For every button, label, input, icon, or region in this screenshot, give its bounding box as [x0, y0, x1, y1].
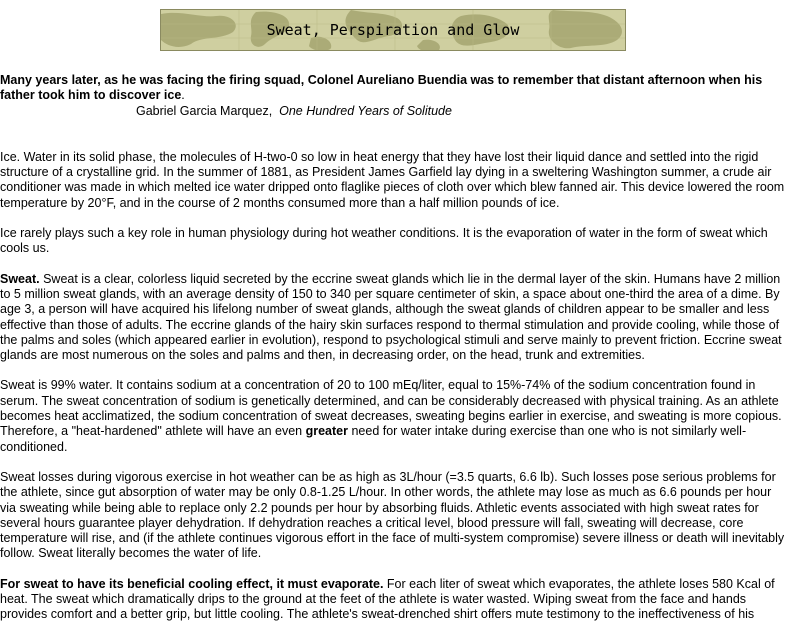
paragraph-sodium-emphasis: greater — [305, 424, 348, 439]
epigraph-book-title: One Hundred Years of Solitude — [279, 103, 452, 118]
title-banner — [160, 9, 626, 51]
paragraph-sweat-losses: Sweat losses during vigorous exercise in hot weather can be as high as 3L/hour (=3.5 quarts, 6.6 lb). Such losses pose serious problems for the athlete, since gut absorption of water may be only 0.8-1.25 L/hour. In other words, the athlete may lose as much as 6.6 pounds per hour via sweating while being able to replace only 2.2 pounds per hour by absorbing fluids. Athletic events associated with high sweat rates for several hours guarantee player dehydration. If dehydration reaches a critical level, blood pressure will fall, sweating will decrease, core temperature will rise, and (if the athlete continues vigorous effort in the face of multi-system compromise) severe illness or death will inevitably follow. Sweat literally becomes the water of life. — [0, 469, 785, 561]
paragraph-sodium-text-b: need for water intake during exercise than one who is not similarly well-conditioned. — [0, 424, 747, 454]
paragraph-cooling-lead: For sweat to have its beneficial cooling effect, it must evaporate. — [0, 576, 384, 591]
paragraph-evaporation: Ice rarely plays such a key role in human physiology during hot weather conditions. It is the evaporation of water in the form of sweat which cools us. — [0, 226, 768, 256]
paragraph-cooling-text: For each liter of sweat which evaporates, the athlete loses 580 Kcal of heat. The sweat which dramatically drips to the ground at the feet of the athlete is water wasted. Wiping sweat from the face and hands provides comfort and a better grip, but little cooling. The athlete's sweat-drenched shirt offers mute testimony to the ineffectiveness of his — [0, 576, 775, 622]
epigraph-period: . — [181, 88, 185, 103]
paragraph-sodium — [0, 378, 786, 454]
paragraph-ice: Ice. Water in its solid phase, the molecules of H-two-0 so low in heat energy that they have lost their liquid dance and settled into the rigid structure of a crystalline grid. In the summer of 1881, as President James Garfield lay dying in a sweltering Washington summer, a crude air conditioner was made in which melted ice water dripped onto flaglike pieces of cloth over which blew fanned air. This device lowered the room temperature by 20°F, and in the course of 2 months consumed more than a half million pounds of ice. — [0, 149, 785, 210]
epigraph-author: Gabriel Garcia Marquez, — [136, 103, 273, 118]
paragraph-sweat — [0, 272, 786, 364]
epigraph-attribution — [136, 104, 786, 119]
paragraph-sweat-text: Sweat is a clear, colorless liquid secreted by the eccrine sweat glands which lie in the dermal layer of the skin. Humans have 2 million to 5 million sweat glands, with an average density of 150 to 340 per square centimeter of skin, a space about one-third the area of a dime. By age 3, a person will have acquired his lifelong number of sweat glands, although the sweat glands of children appear to be smaller and less effective than those of adults. The eccrine glands of the hairy skin surfaces respond to thermal stimulation and provide cooling, while those of the palms and soles (which appeared earlier in evolution), respond to psychological stimuli and serve mainly to prevent friction. Eccrine sweat glands are most numerous on the soles and palms and then, in decreasing order, on the head, trunk and extremities. — [0, 271, 782, 363]
epigraph-text: Many years later, as he was facing the firing squad, Colonel Aureliano Buendia was to remember that distant afternoon when his father took him to discover ice — [0, 73, 763, 103]
article-body — [0, 73, 786, 623]
page-title: Sweat, Perspiration and Glow — [266, 21, 520, 39]
epigraph-quote — [0, 73, 786, 104]
paragraph-sodium-text-a: Sweat is 99% water. It contains sodium at a concentration of 20 to 100 mEq/liter, equal to 15%-74% of the sodium concentration found in serum. The sweat concentration of sodium is genetically determined, and can be considerably decreased with physical training. As an athlete becomes heat acclimatized, the sodium concentration of sweat decreases, sweating begins earlier in exercise, and sweating is more copious. Therefore, a "heat-hardened" athlete will have an even — [0, 378, 782, 439]
paragraph-sweat-lead: Sweat. — [0, 271, 40, 286]
